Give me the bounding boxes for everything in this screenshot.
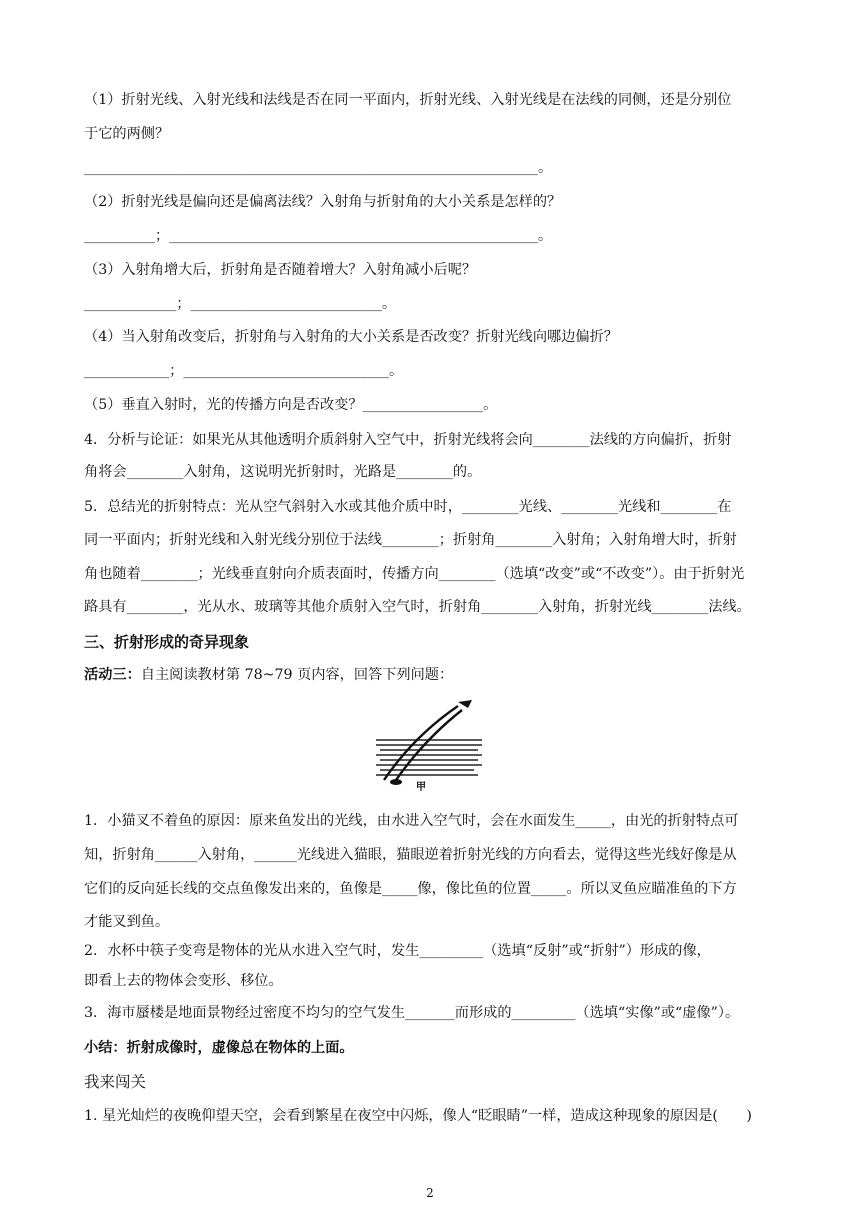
page-number: 2: [426, 1186, 434, 1200]
chopsticks-line-1: 2．水杯中筷子变弯是物体的光从水进入空气时，发生_________（选填“反射”或“折射”）形成的像，: [84, 943, 711, 959]
refraction-figure: [374, 696, 484, 792]
item-5-line-2: 同一平面内；折射光线和入射光线分别位于法线________；折射角________入射角；入射角增大时，折射: [84, 532, 737, 548]
challenge-question-1: 1. 星光灿烂的夜晚仰望天空，会看到繁星在夜空中闪烁，像人“眨眼睛”一样，造成这种现象的原因是( ): [84, 1108, 752, 1124]
question-4: （4）当入射角改变后，折射角与入射角的大小关系是否改变？折射光线向哪边偏折？: [84, 329, 618, 345]
item-4-line-1: 4．分析与论证：如果光从其他透明介质斜射入空气中，折射光线将会向________法线的方向偏折，折射: [84, 432, 732, 448]
item-5-line-3: 角也随着________；光线垂直射向介质表面时，传播方向________（选填“改变”或“不改变”）。由于折射光: [84, 566, 745, 582]
activity-3-text: 自主阅读教材第 78~79 页内容，回答下列问题：: [140, 667, 454, 683]
item-5-line-1: 5．总结光的折射特点：光从空气斜射入水或其他介质中时，________光线、________光线和________在: [84, 499, 732, 515]
answer-4-blank: ____________；_____________________________。: [84, 363, 404, 379]
question-3: （3）入射角增大后，折射角是否随着增大？入射角减小后呢？: [84, 262, 477, 278]
question-5: （5）垂直入射时，光的传播方向是否改变？_________________。: [84, 397, 498, 413]
activity-3-label: 活动三：: [84, 667, 141, 683]
activity-3: [84, 665, 453, 685]
answer-3-blank: _____________；___________________________。: [84, 296, 397, 312]
challenge-title: 我来闯关: [84, 1073, 147, 1091]
answer-1-blank: ________________________________________________________________。: [84, 160, 553, 176]
item-5-line-4: 路具有________，光从水、玻璃等其他介质射入空气时，折射角________入射角，折射光线________法线。: [84, 599, 751, 615]
summary: 小结：折射成像时，虚像总在物体的上面。: [84, 1040, 354, 1056]
item-4-line-2: 角将会________入射角，这说明光折射时，光路是________的。: [84, 464, 482, 480]
fish-line-3: 它们的反向延长线的交点鱼像发出来的，鱼像是_____像，像比鱼的位置_____。所以叉鱼应瞄准鱼的下方: [84, 881, 737, 897]
answer-2-blank: __________；____________________________________________________。: [84, 228, 553, 244]
fish-line-2: 知，折射角______入射角，______光线进入猫眼，猫眼逆着折射光线的方向看去，觉得这些光线好像是从: [84, 847, 737, 863]
figure-label: 甲: [416, 782, 426, 792]
question-1-line-1: （1）折射光线、入射光线和法线是否在同一平面内，折射光线、入射光线是在法线的同侧，还是分别位: [84, 92, 732, 108]
fish-line-1: 1．小猫叉不着鱼的原因：原来鱼发出的光线，由水进入空气时，会在水面发生_____，由光的折射特点可: [84, 813, 739, 829]
chopsticks-line-2: 即看上去的物体会变形、移位。: [84, 973, 283, 989]
fish-line-4: 才能叉到鱼。: [84, 914, 170, 930]
section-3-title: 三、折射形成的奇异现象: [84, 633, 250, 651]
question-2: （2）折射光线是偏向还是偏离法线？入射角与折射角的大小关系是怎样的？: [84, 194, 562, 210]
mirage-line-1: 3．海市蜃楼是地面景物经过密度不均匀的空气发生_______而形成的_________（选填“实像”或“虚像”）。: [84, 1005, 740, 1021]
question-1-line-2: 于它的两侧？: [84, 126, 170, 142]
